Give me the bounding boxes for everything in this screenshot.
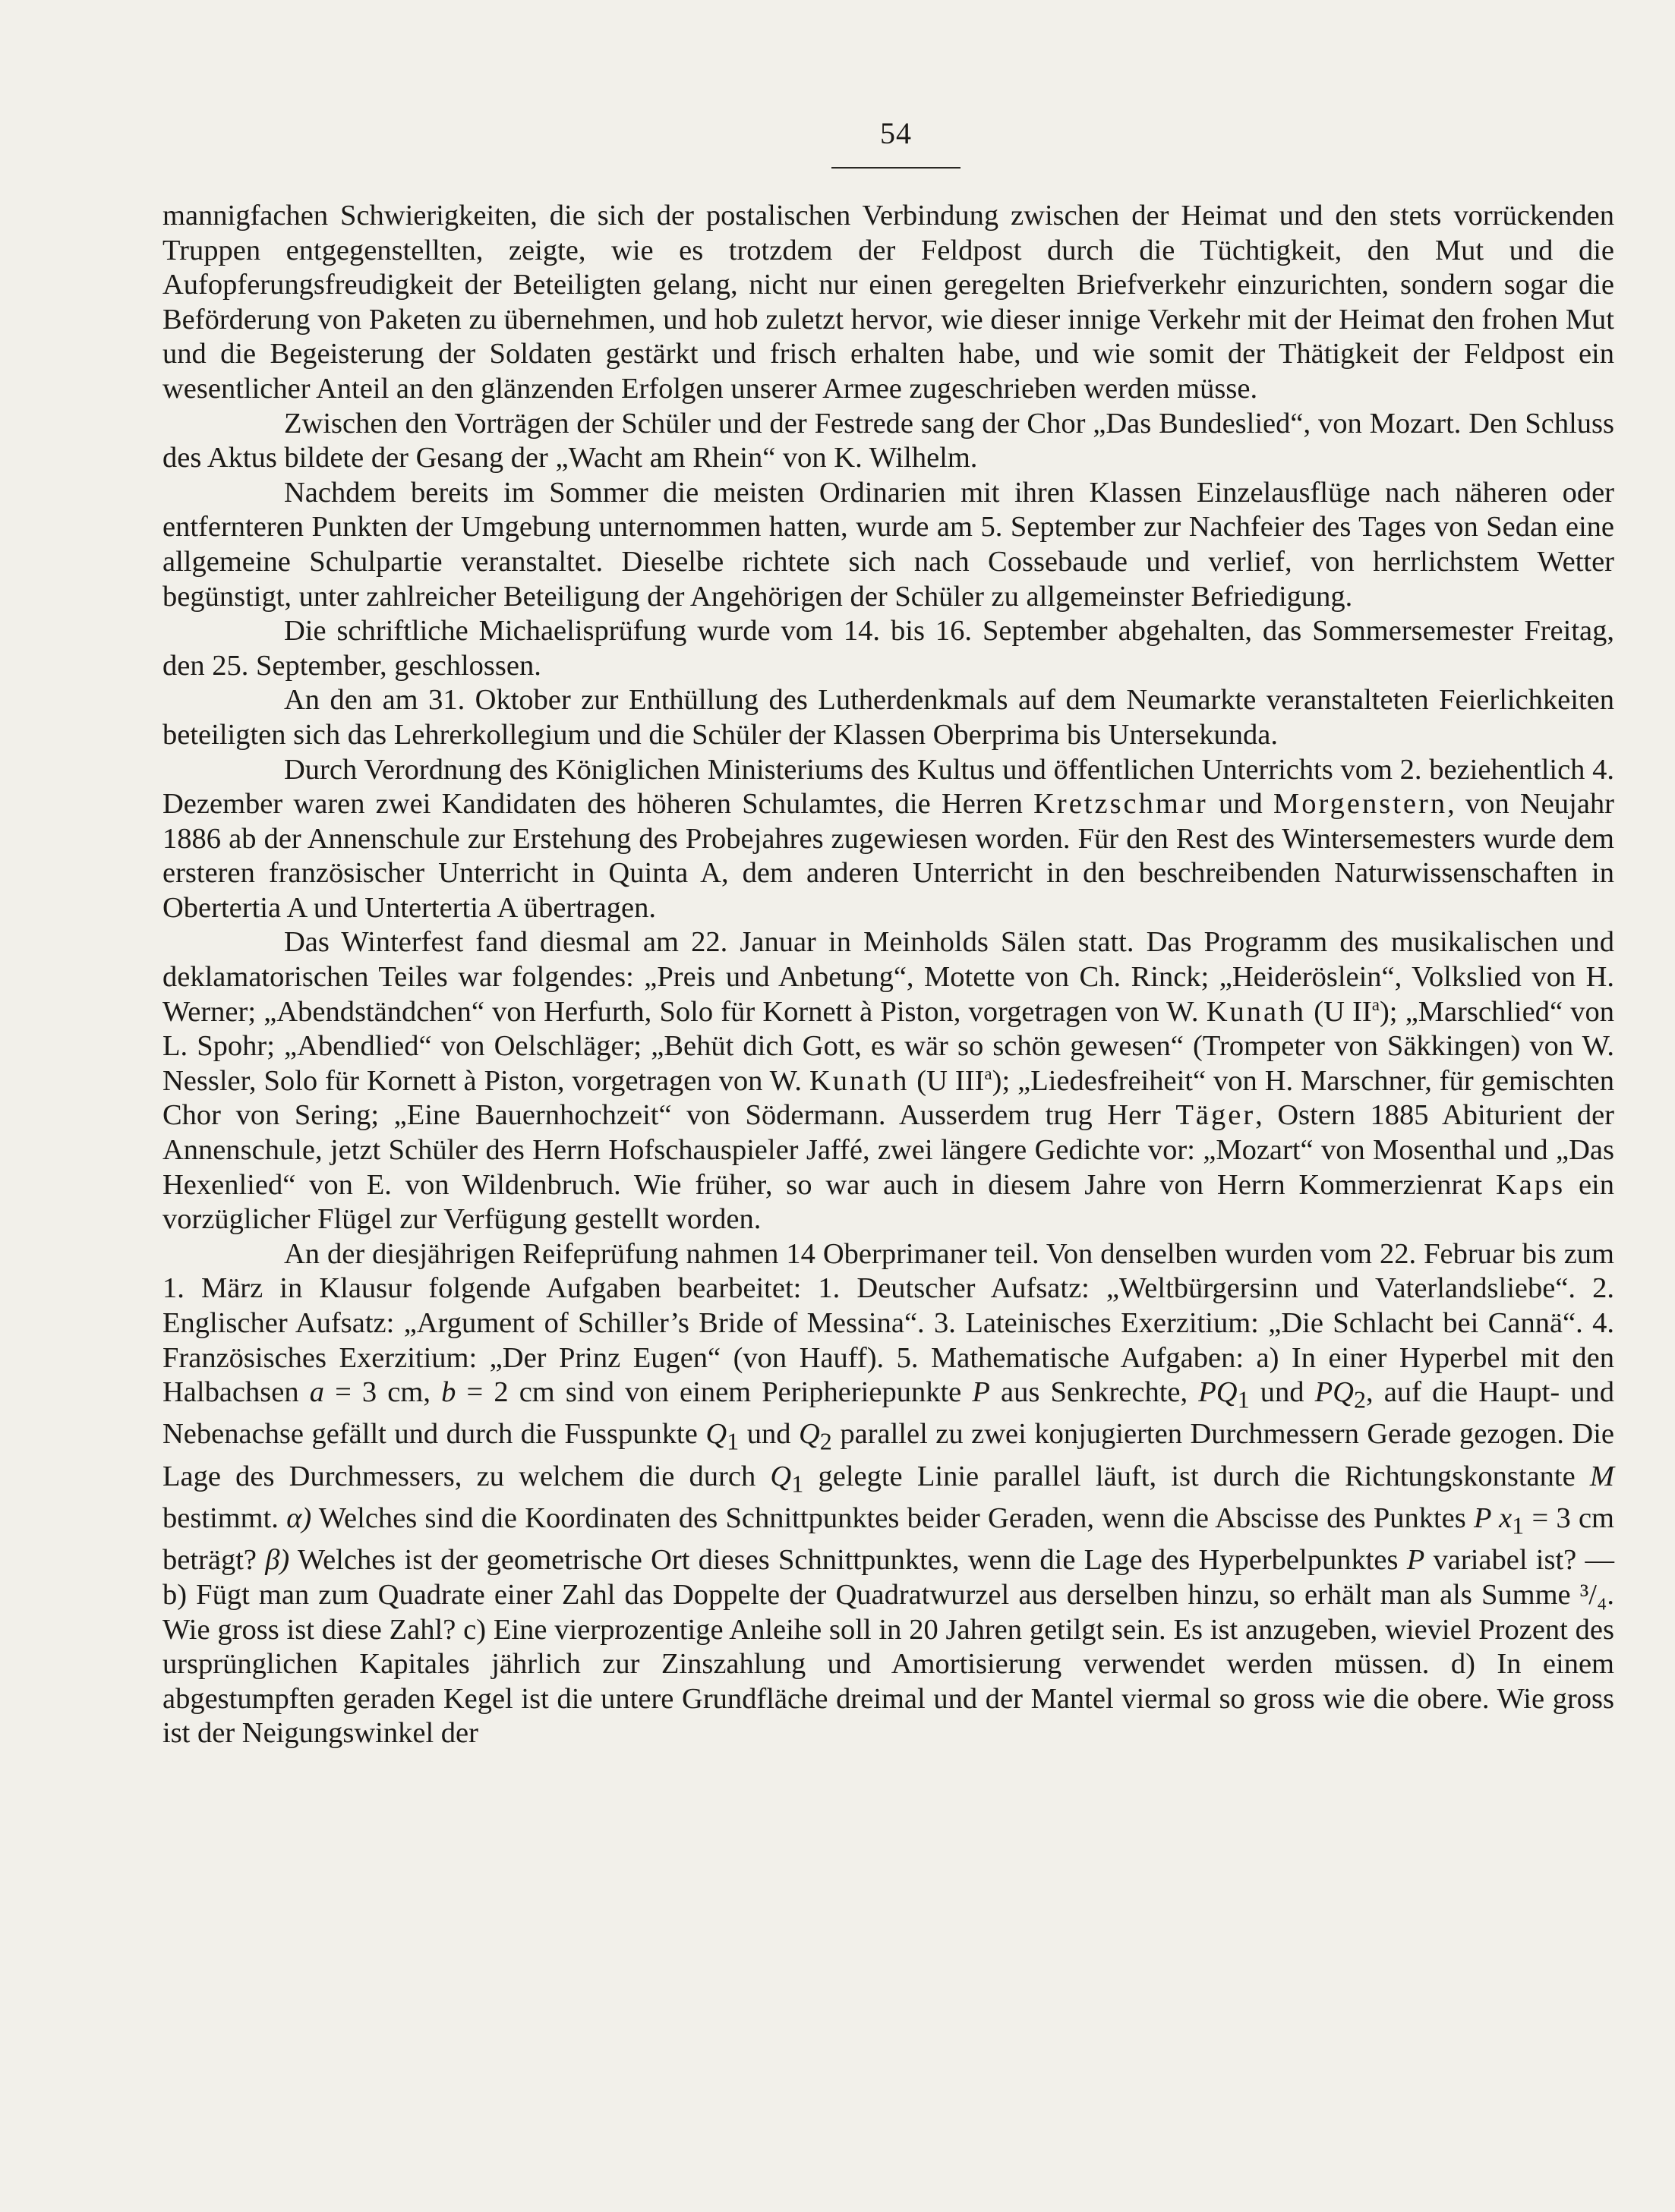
math-var: P x [1474,1502,1513,1535]
math-var: β) [265,1544,290,1577]
math-var: M [1589,1460,1614,1492]
body-text [162,199,1614,1751]
math-var: Q [770,1460,792,1492]
paragraph-lutherdenkmal: An den am 31. Oktober zur Enthüllung des Lutherdenkmals auf dem Neumarkte veranstalteten Feierlichkeiten beteiligten sich das Lehrerkollegium und die Schüler der Klassen Oberprima bis Untersekunda. [162,684,1614,751]
person-name: Täger [1175,1099,1256,1132]
text-run: , auf die Haupt- und Nebenachse gefällt und durch die Fusspunkte [162,1376,1615,1451]
person-name: Morgenstern [1273,788,1448,821]
text-run: aus Senkrechte, [989,1376,1199,1409]
math-var: α) [286,1502,312,1535]
superscript: a [1371,994,1380,1014]
text-run: , von Neujahr 1886 ab der Annenschule zur Erstehung des Probejahres zugewiesen worden. Für den Rest des Wintersemesters wurde dem ersteren französischer Unterricht in Quinta A, dem anderen Unterricht in den beschreibenden Naturwissenschaften in Obertertia A und Untertertia A übertragen. [162,788,1614,924]
text-run: Welches sind die Koordinaten des Schnittpunktes beider Geraden, wenn die Abscisse des Punktes [311,1502,1474,1535]
math-var: P [972,1376,990,1409]
paragraph-feldpost-speech: mannigfachen Schwierigkeiten, die sich der postalischen Verbindung zwischen der Heimat und den stets vorrückenden Truppen entgegenstellten, zeigte, wie es trotzdem der Feldpost durch die Tüchtigkeit, den Mut und die Aufopferungsfreudigkeit der Beteiligten gelang, nicht nur einen geregelten Briefverkehr einzurichten, sondern sogar die Beförderung von Paketen zu übernehmen, und hob zuletzt hervor, wie dieser innige Verkehr mit der Heimat den frohen Mut und die Begeisterung der Soldaten gestärkt und frisch erhalten habe, und wie somit der Thätigkeit der Feldpost ein wesentlicher Anteil an den glänzenden Erfolgen unserer Armee zugeschrieben werden müsse. [162,200,1614,405]
text-run: = 2 cm sind von einem Peripheriepunkte [456,1376,973,1409]
text-run: parallel zu zwei konjugierten Durchmessern Gerade gezogen. Die Lage des Durchmessers, zu welchem die durch [162,1418,1615,1492]
text-run: und [739,1418,799,1451]
text-run: Durch Verordnung des Königlichen Ministeriums des Kultus und öffentlichen Unterrichts vom 2. beziehentlich 4. Dezember waren zwei Kandidaten des höheren Schulamtes, die Herren [162,753,1614,821]
subscript: 2 [1353,1385,1367,1413]
paragraph-chor: Zwischen den Vorträgen der Schüler und der Festrede sang der Chor „Das Bundeslied“, von Mozart. Den Schluss des Aktus bildete der Gesang der „Wacht am Rhein“ von K. Wilhelm. [162,407,1614,474]
math-var: Q [705,1418,727,1451]
page-number: 54 [880,116,912,150]
text-run: Welches ist der geometrische Ort dieses Schnittpunktes, wenn die Lage des Hyperbelpunktes [289,1544,1407,1577]
math-var: P [1406,1544,1425,1577]
text-run: und [1249,1376,1315,1409]
text-run: (U III [909,1064,985,1097]
text-run: ); „Marschlied“ von L. Spohr; „Abendlied“ von Oelschläger; „Behüt dich Gott, es wär so schön gewesen“ (Trompeter von Säkkingen) von W. Nessler, Solo für Kornett à Piston, vorgetragen von W. [162,995,1614,1097]
person-name: Kunath [1206,995,1307,1028]
text-run: Das Winterfest fand diesmal am 22. Januar in Meinholds Sälen statt. Das Programm des musikalischen und deklamatorischen Teiles war folgendes: „Preis und Anbetung“, Motette von Ch. Rinck; „Heideröslein“, Volkslied von H. Werner; „Abendständchen“ von Herfurth, Solo für Kornett à Piston, vorgetragen von W. [162,926,1614,1028]
text-run: variabel ist? — b) Fügt man zum Quadrate einer Zahl das Doppelte der Quadratwurzel aus derselben hinzu, so erhält man als Summe ³/₄. Wie gross ist diese Zahl? c) Eine vierprozentige Anleihe soll in 20 Jahren getilgt sein. Es ist anzugeben, wieviel Prozent des ursprünglichen Kapitales jährlich zur Zinszahlung und Amortisierung verwendet werden müssen. d) In einem abgestumpften geraden Kegel ist die untere Grundfläche dreimal und der Mantel viermal so gross wie die obere. Wie gross ist der Neigungswinkel der [162,1544,1614,1750]
text-run: ein vorzüglicher Flügel zur Verfügung gestellt worden. [162,1168,1614,1236]
math-var: a [309,1376,324,1409]
text-run: bestimmt. [162,1502,287,1535]
paragraph-schulpartie: Nachdem bereits im Sommer die meisten Ordinarien mit ihren Klassen Einzelausflüge nach näheren oder entfernteren Punkten der Umgebung unternommen hatten, wurde am 5. September zur Nachfeier des Tages von Sedan eine allgemeine Schulpartie veranstaltet. Dieselbe richtete sich nach Cossebaude und verlief, von herrlichstem Wetter begünstigt, unter zahlreicher Beteiligung der Angehörigen der Schüler zu allgemeinster Befriedigung. [162,476,1614,613]
math-var: Q [798,1418,820,1451]
paragraph-kandidaten [162,753,1614,926]
text-run: ); „Liedesfreiheit“ von H. Marschner, für gemischten Chor von Sering; „Eine Bauernhochzeit“ von Södermann. Ausserdem trug Herr [162,1064,1615,1132]
text-run: gelegte Linie parallel läuft, ist durch die Richtungskonstante [803,1460,1590,1492]
subscript: 1 [727,1428,740,1456]
person-name: Kaps [1495,1168,1566,1201]
paragraph-reifepruefung [162,1237,1614,1751]
person-name: Kunath [809,1064,910,1097]
text-run: , Ostern 1885 Abiturient der Annenschule, jetzt Schüler des Herrn Hofschauspieler Jaffé, zwei längere Gedichte vor: „Mozart“ von Mosenthal und „Das Hexenlied“ von E. von Wildenbruch. Wie früher, so war auch in diesem Jahre von Herrn Kommerzienrat [162,1099,1614,1201]
math-var: b [441,1376,456,1409]
subscript: 2 [819,1428,832,1456]
math-var: PQ [1198,1376,1238,1409]
paragraph-michaelispruefung: Die schriftliche Michaelisprüfung wurde vom 14. bis 16. September abgehalten, das Sommersemester Freitag, den 25. September, geschlossen. [162,615,1614,682]
header-rule [831,167,961,169]
math-var: PQ [1314,1376,1354,1409]
text-run: An der diesjährigen Reifeprüfung nahmen 14 Oberprimaner teil. Von denselben wurden vom 22. Februar bis zum 1. März in Klausur folgende Aufgaben bearbeitet: 1. Deutscher Aufsatz: „Weltbürgersinn und Vaterlandsliebe“. 2. Englischer Aufsatz: „Argument of Schiller’s Bride of Messina“. 3. Lateinisches Exerzitium: „Die Schlacht bei Cannä“. 4. Französisches Exerzitium: „Der Prinz Eugen“ (von Hauff). 5. Mathematische Aufgaben: a) In einer Hyperbel mit den Halbachsen [162,1237,1614,1409]
person-name: Kretzschmar [1033,788,1208,821]
text-run: (U II [1306,995,1372,1028]
text-run: = 3 cm beträgt? [162,1502,1614,1577]
text-run: und [1207,788,1274,821]
text-run: = 3 cm, [323,1376,442,1409]
page-header [820,114,972,169]
subscript: 1 [1237,1385,1250,1413]
subscript: 1 [1512,1511,1525,1539]
paragraph-winterfest [162,925,1614,1237]
subscript: 1 [791,1470,804,1498]
superscript: a [984,1063,992,1084]
